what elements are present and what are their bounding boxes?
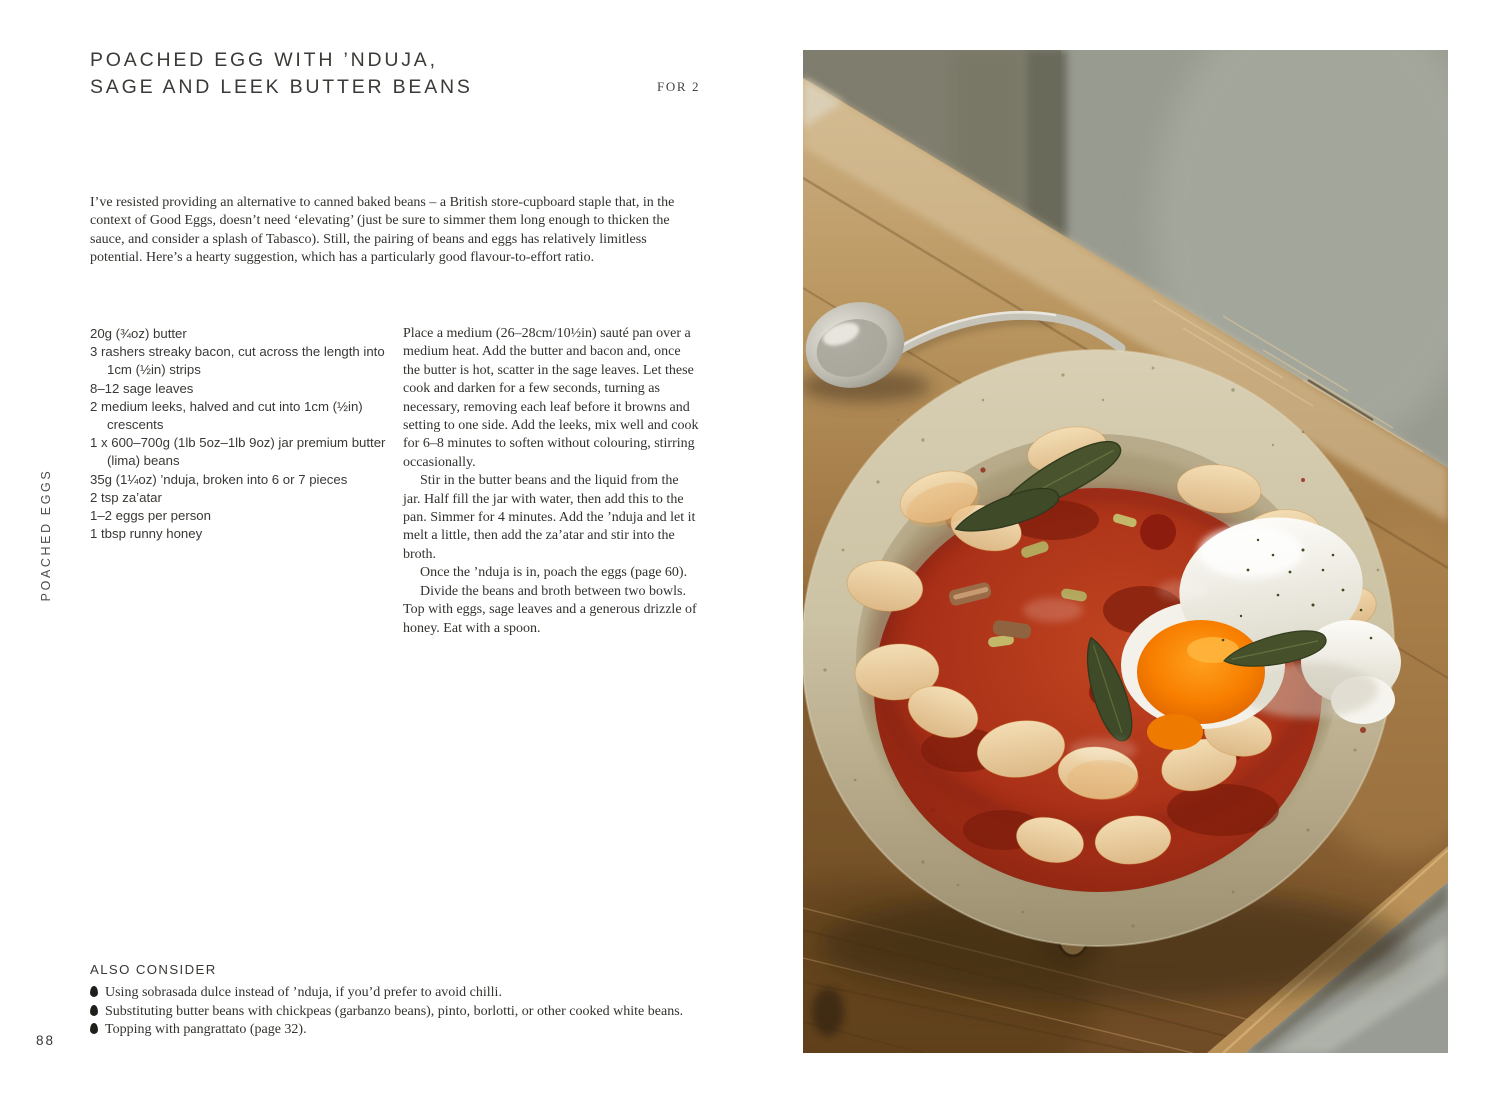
ingredient-item: 2 medium leeks, halved and cut into 1cm (½in) crescents <box>90 398 363 433</box>
chapter-side-label: POACHED EGGS <box>39 468 53 602</box>
serving-size: FOR 2 <box>657 79 701 94</box>
also-consider-heading: ALSO CONSIDER <box>90 962 217 977</box>
also-consider-text: Using sobrasada dulce instead of ’nduja, if you’d prefer to avoid chilli. <box>105 985 502 1000</box>
recipe-title-line1: POACHED EGG WITH ’NDUJA, <box>90 49 438 71</box>
egg-bullet-icon <box>90 986 98 997</box>
ingredient-item: 8–12 sage leaves <box>90 380 194 396</box>
ingredient-item: 20g (¾oz) butter <box>90 326 187 341</box>
also-consider-section <box>90 962 714 1040</box>
page-number: 88 <box>36 1033 56 1048</box>
method-paragraph: Stir in the butter beans and the liquid from the jar. Half fill the jar with water, then add this to the pan. Simmer for 4 minutes. Add the ’nduja and let it melt a little, then add the za’atar and stir into the broth. <box>403 473 696 562</box>
ingredient-item: 1–2 eggs per person <box>90 508 211 524</box>
recipe-title-line2: SAGE AND LEEK BUTTER BEANS <box>90 76 473 98</box>
also-consider-item <box>90 984 714 1003</box>
also-consider-text: Topping with pangrattato (page 32). <box>105 1022 307 1038</box>
ingredient-item: 2 tsp za’atar <box>90 489 162 505</box>
also-consider-item <box>90 1021 714 1040</box>
egg-bullet-icon <box>90 1023 98 1034</box>
ingredients-list <box>90 325 402 543</box>
also-consider-text: Substituting butter beans with chickpeas (garbanzo beans), pinto, borlotti, or other cooked white beans. <box>105 1003 684 1019</box>
ingredient-item: 35g (1¼oz) ’nduja, broken into 6 or 7 pieces <box>90 471 348 487</box>
recipe-photo <box>803 50 1448 1053</box>
yolk-drip <box>1147 714 1203 750</box>
recipe-intro: I’ve resisted providing an alternative to canned baked beans – a British store-cupboard staple that, in the context of Good Eggs, doesn’t need ‘elevating’ (just be sure to simmer them long enough to thicken the sauce, and consider a splash of Tabasco). Still, the pairing of beans and eggs has relatively limitless potential. Here’s a hearty suggestion, which has a particularly good flavour-to-effort ratio. <box>90 195 675 266</box>
ingredient-item: 1 tbsp runny honey <box>90 526 203 542</box>
method-paragraph: Place a medium (26–28cm/10½in) sauté pan over a medium heat. Add the butter and bacon and, once the butter is hot, scatter in the sage leaves. Let these cook and darken for a few seconds, turning as necessary, removing each leaf before it browns and setting to one side. Add the leeks, mix well and cook for 6–8 minutes to soften without colouring, stirring occasionally. <box>403 326 699 470</box>
egg-yolk <box>1137 620 1265 724</box>
method-paragraph: Once the ’nduja is in, poach the eggs (page 60). <box>420 565 688 581</box>
wood-knot <box>812 988 844 1036</box>
ingredient-item: 1 x 600–700g (1lb 5oz–1lb 9oz) jar premium butter (lima) beans <box>90 435 386 469</box>
recipe-photo-art <box>803 50 1448 1053</box>
recipe-title <box>90 47 473 101</box>
also-consider-item <box>90 1003 714 1022</box>
method-text <box>403 325 699 638</box>
method-paragraph: Divide the beans and broth between two bowls. Top with eggs, sage leaves and a generous drizzle of honey. Eat with a spoon. <box>403 583 697 636</box>
egg-bullet-icon <box>90 1005 98 1016</box>
ingredient-item: 3 rashers streaky bacon, cut across the length into 1cm (½in) strips <box>90 344 385 378</box>
